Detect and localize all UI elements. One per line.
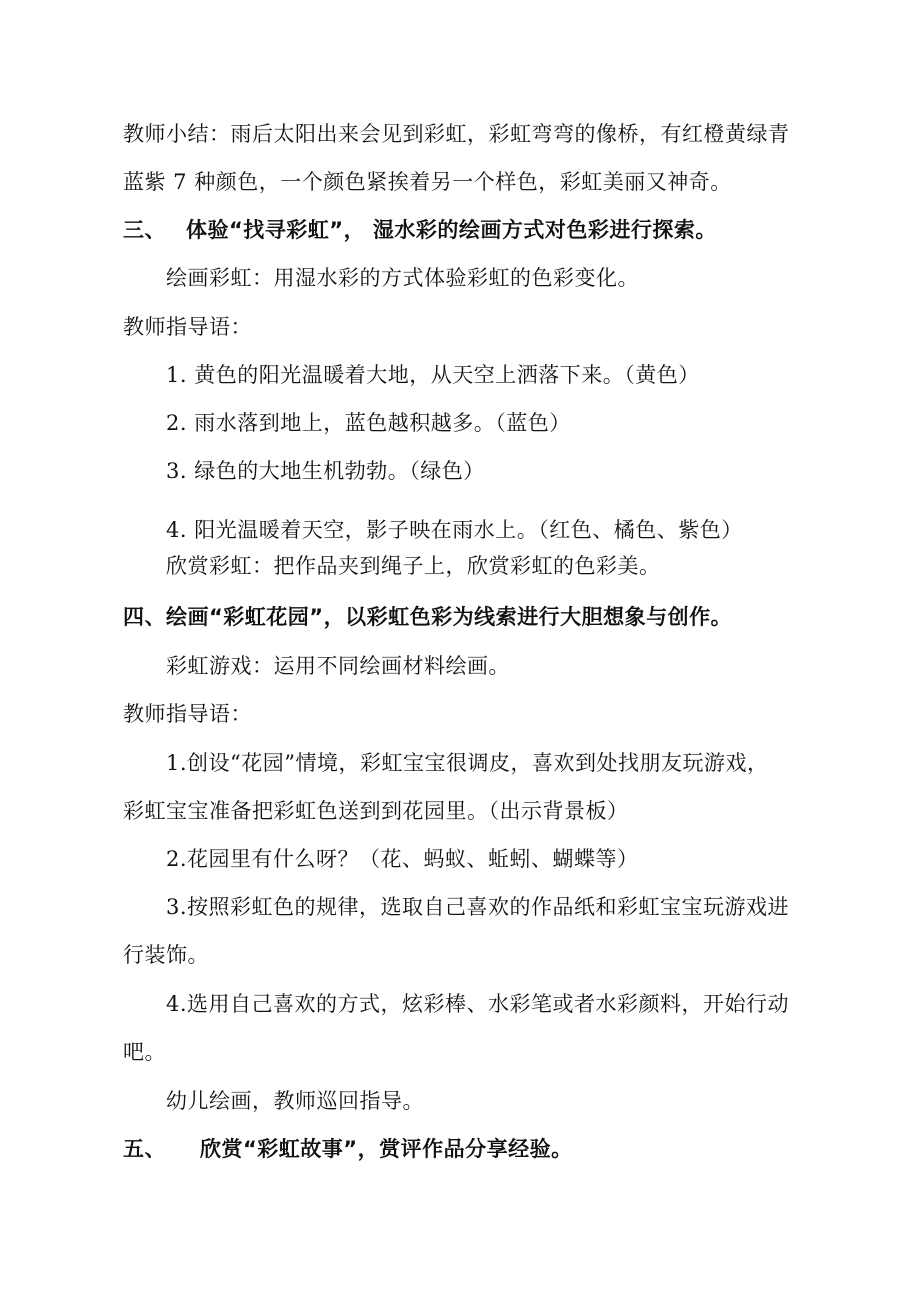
list-item: 1. 黄色的阳光温暖着大地，从天空上洒落下来。（黄色） <box>166 363 700 387</box>
list-item: 4.选用自己喜欢的方式，炫彩棒、水彩笔或者水彩颜料，开始行动 <box>166 992 790 1016</box>
list-item-continuation: 彩虹宝宝准备把彩虹色送到到花园里。（出示背景板） <box>123 799 629 823</box>
section-number: 三、 <box>123 218 166 242</box>
list-item: 2.花园里有什么呀？（花、蚂蚁、蚯蚓、蝴蝶等） <box>166 847 639 871</box>
list-item: 2. 雨水落到地上，蓝色越积越多。（蓝色） <box>166 411 571 435</box>
section-title: 欣赏“彩虹故事”，赏评作品分享经验。 <box>200 1137 573 1161</box>
paragraph: 欣赏彩虹：把作品夹到绳子上，欣赏彩虹的色彩美。 <box>166 554 661 578</box>
section-title: 体验“找寻彩虹”， 湿水彩的绘画方式对色彩进行探索。 <box>186 218 717 242</box>
summary-line-2: 蓝紫 7 种颜色，一个颜色紧挨着另一个样色，彩虹美丽又神奇。 <box>123 170 732 194</box>
section-heading-4: 四、绘画“彩虹花园”，以彩虹色彩为线索进行大胆想象与创作。 <box>123 605 733 629</box>
paragraph: 教师指导语： <box>123 315 252 339</box>
list-item-continuation: 行装饰。 <box>123 943 209 967</box>
list-item: 3.按照彩虹色的规律，选取自己喜欢的作品纸和彩虹宝宝玩游戏进 <box>166 895 790 919</box>
section-number: 五、 <box>123 1137 166 1161</box>
list-item: 1.创设“花园”情境，彩虹宝宝很调皮，喜欢到处找朋友玩游戏， <box>166 751 769 775</box>
list-item-continuation: 吧。 <box>123 1040 166 1064</box>
list-item: 4. 阳光温暖着天空，影子映在雨水上。（红色、橘色、紫色） <box>166 518 743 542</box>
summary-line-1: 教师小结：雨后太阳出来会见到彩虹，彩虹弯弯的像桥，有红橙黄绿青 <box>123 122 790 146</box>
paragraph: 教师指导语： <box>123 702 252 726</box>
paragraph: 彩虹游戏：运用不同绘画材料绘画。 <box>166 654 510 678</box>
paragraph: 绘画彩虹：用湿水彩的方式体验彩虹的色彩变化。 <box>166 266 639 290</box>
section-heading-3 <box>123 216 717 244</box>
section-heading-5 <box>123 1135 573 1163</box>
list-item: 3. 绿色的大地生机勃勃。（绿色） <box>166 459 485 483</box>
paragraph: 幼儿绘画，教师巡回指导。 <box>166 1089 424 1113</box>
